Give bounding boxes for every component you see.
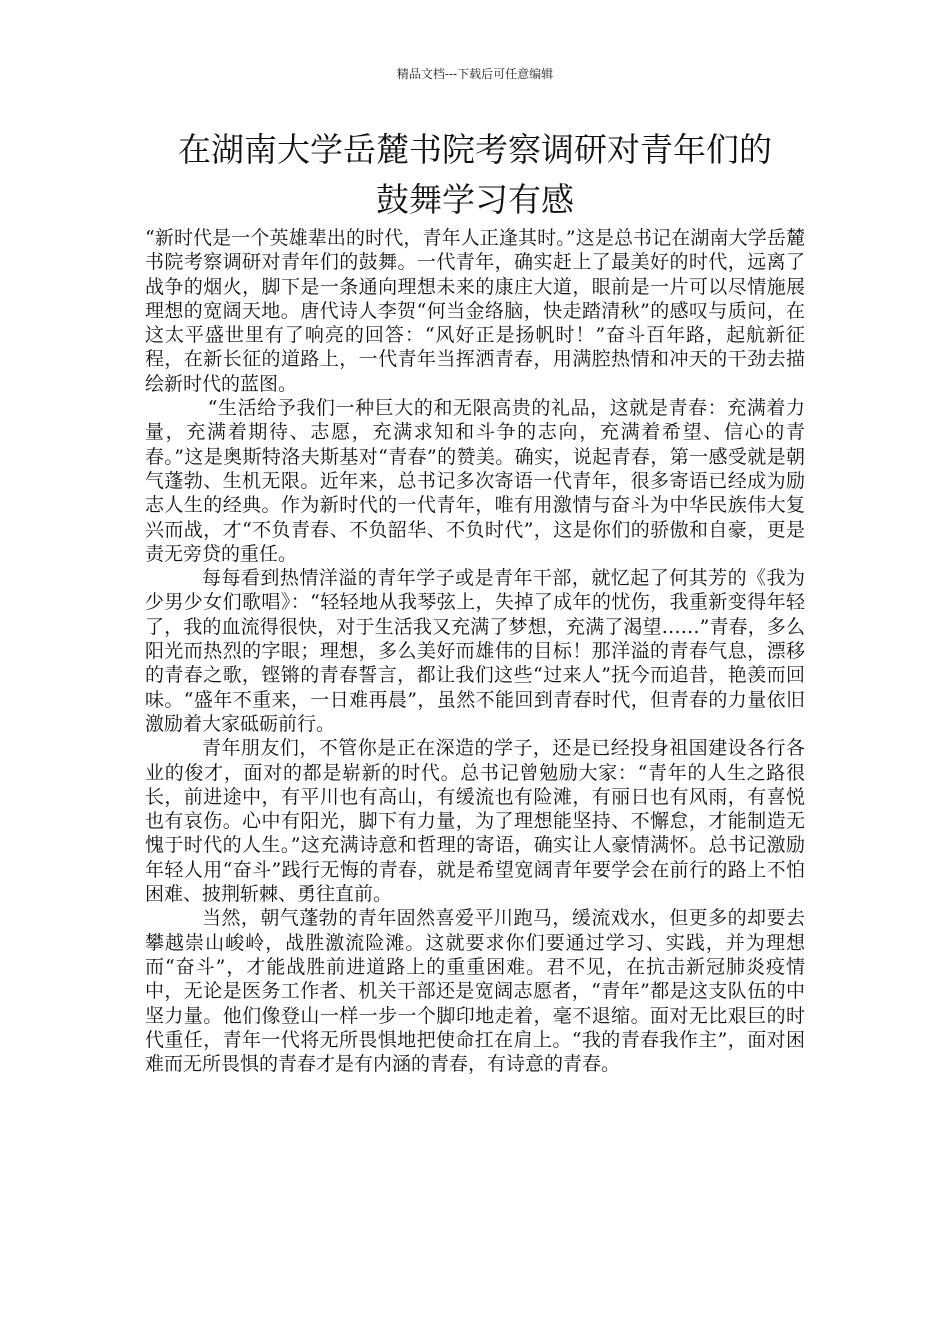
paragraph-1: “新时代是一个英雄辈出的时代，青年人正逢其时。”这是总书记在湖南大学岳麓书院考察调研对青年们的鼓舞。一代青年，确实赶上了最美好的时代，远离了战争的烟火，脚下是一条通向理想未来的康庄大道，眼前是一片可以尽情施展理想的宽阔天地。唐代诗人李贺“何当金络脑，快走踏清秋”的感叹与质问，在这太平盛世里有了响亮的回答：“风好正是扬帆时！”奋斗百年路，起航新征程，在新长征的道路上，一代青年当挥洒青春，用满腔热情和冲天的干劲去描绘新时代的蓝图。 — [145, 227, 805, 395]
title-line-2: 鼓舞学习有感 — [376, 180, 574, 219]
paragraph-4: 青年朋友们，不管你是正在深造的学子，还是已经投身祖国建设各行各业的俊才，面对的都是崭新的时代。总书记曾勉励大家：“青年的人生之路很长，前进途中，有平川也有高山，有缓流也有险滩，有丽日也有风雨，有喜悦也有哀伤。心中有阳光，脚下有力量，为了理想能坚持、不懈怠，才能制造无愧于时代的人生。”这充满诗意和哲理的寄语，确实让人豪情满怀。总书记激励年轻人用“奋斗”践行无悔的青春，就是希望宽阔青年要学会在前行的路上不怕困难、披荆斩棘、勇往直前。 — [145, 737, 805, 906]
paragraph-3: 每每看到热情洋溢的青年学子或是青年干部，就忆起了何其芳的《我为少男少女们歌唱》：“轻轻地从我琴弦上，失掉了成年的忧伤，我重新变得年轻了，我的血流得很快，对于生活我又充满了梦想，充满了渴望……”青春，多么阳光而热烈的字眼；理想，多么美好而雄伟的目标！那洋溢的青春气息，漂移的青春之歌，铿锵的青春誓言，都让我们这些“过来人”抚今而追昔，艳羡而回味。“盛年不重来，一日难再晨”，虽然不能回到青春时代，但青春的力量依旧激励着大家砥砺前行。 — [145, 567, 805, 735]
document-body — [145, 226, 805, 1076]
page-header: 精品文档---下载后可任意编辑 — [396, 67, 554, 81]
paragraph-2: “生活给予我们一种巨大的和无限高贵的礼品，这就是青春：充满着力量，充满着期待、志愿，充满求知和斗争的志向，充满着希望、信心的青春。”这是奥斯特洛夫斯基对“青春”的赞美。确实，说起青春，第一感受就是朝气蓬勃、生机无限。近年来，总书记多次寄语一代青年，很多寄语已经成为励志人生的经典。作为新时代的一代青年，唯有用激情与奋斗为中华民族伟大复兴而战，才“不负青春、不负韶华、不负时代”，这是你们的骄傲和自豪，更是责无旁贷的重任。 — [145, 397, 805, 565]
paragraph-5: 当然，朝气蓬勃的青年固然喜爱平川跑马，缓流戏水，但更多的却要去攀越崇山峻岭，战胜激流险滩。这就要求你们要通过学习、实践，并为理想而“奋斗”，才能战胜前进道路上的重重困难。君不见，在抗击新冠肺炎疫情中，无论是医务工作者、机关干部还是宽阔志愿者，“青年”都是这支队伍的中坚力量。他们像登山一样一步一个脚印地走着，毫不退缩。面对无比艰巨的时代重任，青年一代将无所畏惧地把使命扛在肩上。“我的青春我作主”，面对困难而无所畏惧的青春才是有内涵的青春，有诗意的青春。 — [145, 907, 805, 1076]
document-title — [0, 125, 950, 225]
title-line-1: 在湖南大学岳麓书院考察调研对青年们的 — [178, 130, 772, 169]
